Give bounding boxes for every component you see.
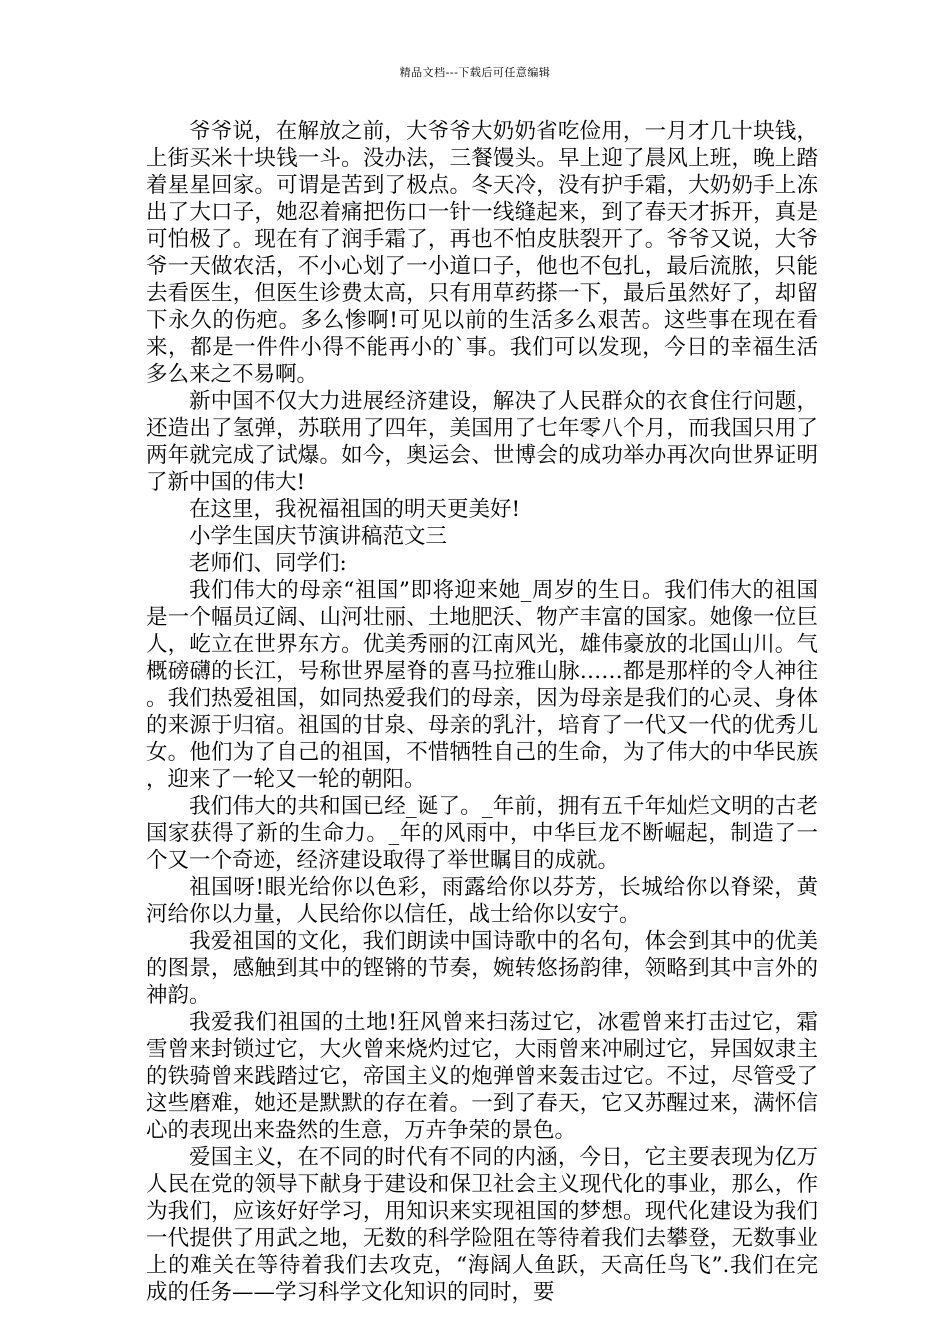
paragraph: 我们伟大的母亲“祖国”即将迎来她_周岁的生日。我们伟大的祖国是一个幅员辽阔、山河壮丽、土地肥沃、物产丰富的国家。她像一位巨人，屹立在世界东方。优美秀丽的江南风光，雄伟豪放的北国山川。气概磅礴的长江，号称世界屋脊的喜马拉雅山脉……都是那样的令人神往。我们热爱祖国，如同热爱我们的母亲，因为母亲是我们的心灵、身体的来源于归宿。祖国的甘泉、母亲的乳汁，培育了一代又一代的优秀儿女。他们为了自己的祖国，不惜牺牲自己的生命，为了伟大的中华民族，迎来了一轮又一轮的朝阳。 xyxy=(146,578,818,792)
paragraph: 我爱我们祖国的土地!狂风曾来扫荡过它，冰雹曾来打击过它，霜雪曾来封锁过它，大火曾来烧灼过它，大雨曾来冲刷过它，异国奴隶主的铁骑曾来践踏过它，帝国主义的炮弹曾来轰击过它。不过，尽管受了这些磨难，她还是默默的存在着。一到了春天，它又苏醒过来，满怀信心的表现出来盎然的生意，万卉争荣的景色。 xyxy=(146,1010,818,1143)
section-title: 小学生国庆节演讲稿范文三 xyxy=(189,524,448,549)
salutation: 老师们、同学们: xyxy=(189,551,347,576)
paragraph: 祖国呀!眼光给你以色彩，雨露给你以芬芳，长城给你以脊梁，黄河给你以力量，人民给你以信任，战士给你以安宁。 xyxy=(146,875,818,927)
paragraph: 爷爷说，在解放之前，大爷爷大奶奶省吃俭用，一月才几十块钱，上街买米十块钱一斗。没办法，三餐馒头。早上迎了晨风上班，晚上踏着星星回家。可谓是苦到了极点。冬天冷，没有护手霜，大奶奶手上冻出了大口子，她忍着痛把伤口一针一线缝起来，到了春天才拆开，真是可怕极了。现在有了润手霜了，再也不怕皮肤裂开了。爷爷又说，大爷爷一天做农活，不小心划了一小道口子，他也不包扎，最后流脓，只能去看医生，但医生诊费太高，只有用草药搽一下，最后虽然好了，却留下永久的伤疤。多么惨啊!可见以前的生活多么艰苦。这些事在现在看来，都是一件件小得不能再小的`事。我们可以发现，今日的幸福生活多么来之不易啊。 xyxy=(146,119,818,387)
paragraph: 新中国不仅大力进展经济建设，解决了人民群众的衣食住行问题，还造出了氢弹，苏联用了四年，美国用了七年零八个月，而我国只用了两年就完成了试爆。如今，奥运会、世博会的成功举办再次向世界证明了新中国的伟大! xyxy=(146,389,818,495)
page-header: 精品文档---下载后可任意编辑 xyxy=(399,66,551,79)
paragraph: 我们伟大的共和国已经_诞了。_年前，拥有五千年灿烂文明的古老国家获得了新的生命力。_年的风雨中，中华巨龙不断崛起，制造了一个又一个奇迹，经济建设取得了举世瞩目的成就。 xyxy=(146,794,818,873)
paragraph: 在这里，我祝福祖国的明天更美好! xyxy=(189,497,521,522)
document-body xyxy=(146,118,818,1306)
paragraph: 爱国主义，在不同的时代有不同的内涵，今日，它主要表现为亿万人民在党的领导下献身于建设和保卫社会主义现代化的事业，那么，作为我们，应该好好学习，用知识来实现祖国的梦想。现代化建设为我们一代提供了用武之地，无数的科学险阻在等待着我们去攀登，无数事业上的难关在等待着我们去攻克，“海阔人鱼跃，天高任鸟飞”.我们在完成的任务——学习科学文化知识的同时，要 xyxy=(146,1145,818,1305)
paragraph: 我爱祖国的文化，我们朗读中国诗歌中的名句，体会到其中的优美的图景，感触到其中的铿锵的节奏，婉转悠扬韵律，领略到其中言外的神韵。 xyxy=(146,929,818,1008)
